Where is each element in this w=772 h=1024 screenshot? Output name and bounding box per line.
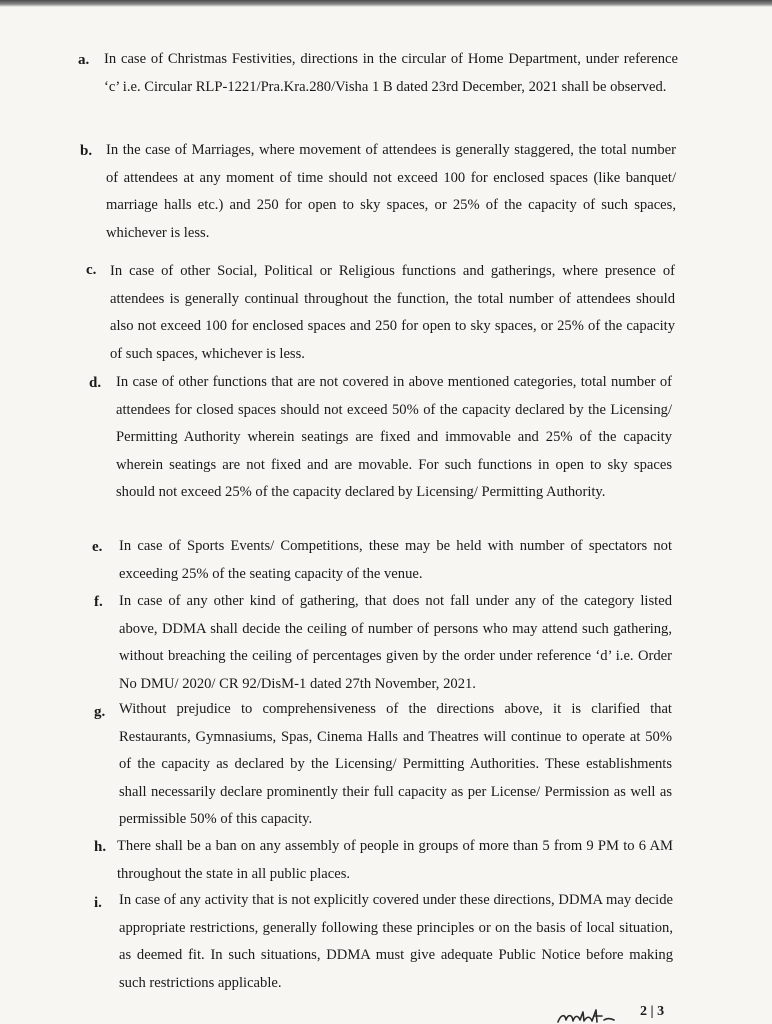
item-marker: f. [94,594,103,610]
item-text: In case of Christmas Festivities, directions in the circular of Home Department, under reference ‘c’ i.e. Circular RLP-1221/Pra.Kra.280/Visha 1 B dated 23rd December, 2021 shall be observed. [104,51,678,95]
item-text: In case of other Social, Political or Religious functions and gatherings, where presence of attendees is generally continual throughout the function, the total number of attendees should also not exceed 100 for enclosed spaces and 250 for open to sky spaces, or 25% of the capacity of such spaces, whichever is less. [110,263,675,362]
item-marker: b. [80,143,93,159]
item-marker: i. [94,895,102,911]
item-text: Without prejudice to comprehensiveness of the directions above, it is clarified that Restaurants, Gymnasiums, Spas, Cinema Halls and Theatres will continue to operate at 50% of the capacity as declared by the Licensing/ Permitting Authorities. These establishments shall necessarily declare prominently their full capacity as per License/ Permission as well as permissible 50% of this capacity. [119,701,672,828]
item-marker: e. [92,539,103,555]
item-text: There shall be a ban on any assembly of people in groups of more than 5 from 9 PM to 6 AM throughout the state in all public places. [117,838,673,882]
item-text: In case of any activity that is not explicitly covered under these directions, DDMA may decide appropriate restrictions, generally following these principles or on the basis of local situation, as deemed fit. In such situations, DDMA must give adequate Public Notice before making such restrictions applicable. [119,892,673,991]
item-text: In the case of Marriages, where movement of attendees is generally staggered, the total number of attendees at any moment of time should not exceed 100 for enclosed spaces (like banquet/ marriage halls etc.) and 250 for open to sky spaces, or 25% of the capacity of such spaces, whichever is less. [106,142,676,241]
signature-icon [556,1006,616,1024]
item-marker: h. [94,839,107,855]
item-text: In case of any other kind of gathering, that does not fall under any of the category listed above, DDMA shall decide the ceiling of number of persons who may attend such gathering, without breaching the ceiling of percentages given by the order under reference ‘d’ i.e. Order No DMU/ 2020/ CR 92/DisM-1 dated 27th November, 2021. [119,593,672,692]
item-marker: g. [94,704,106,720]
top-edge-shadow [0,0,772,7]
item-marker: d. [89,375,102,391]
item-text: In case of Sports Events/ Competitions, these may be held with number of spectators not exceeding 25% of the seating capacity of the venue. [119,538,672,582]
page-number: 2 | 3 [640,1004,665,1019]
item-text: In case of other functions that are not covered in above mentioned categories, total number of attendees for closed spaces should not exceed 50% of the capacity declared by the Licensing/ Permitting Authority wherein seatings are fixed and immovable and 25% of the capacity wherein seatings are not fixed and are movable. For such functions in open to sky spaces should not exceed 25% of the capacity declared by Licensing/ Permitting Authority. [116,374,672,501]
item-marker: a. [78,52,90,68]
item-marker: c. [86,262,97,278]
